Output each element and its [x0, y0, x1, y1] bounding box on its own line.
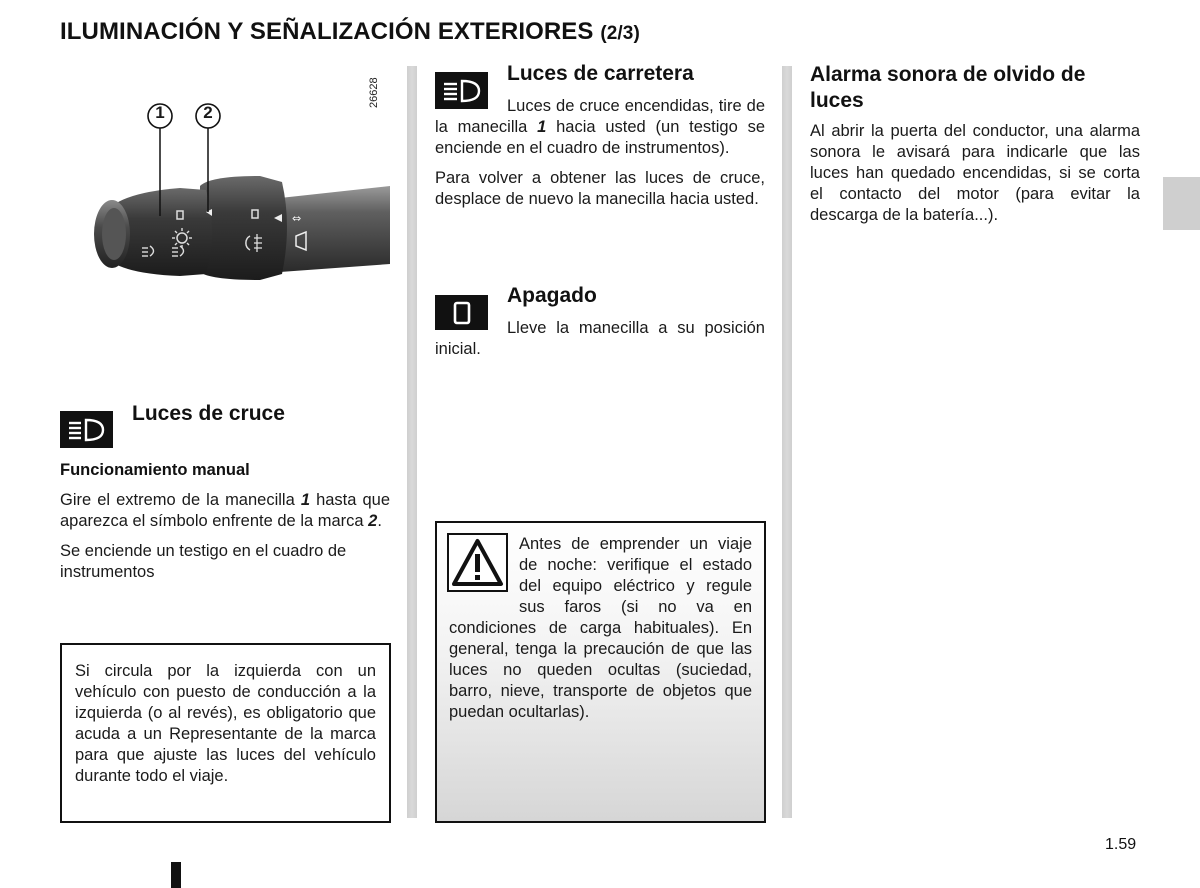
page-number: 1.59 — [1105, 836, 1137, 853]
bottom-marker — [171, 862, 181, 888]
warning-text-content: Antes de emprender un viaje de noche: verifique el estado del equipo eléctrico y regule sus faros (si no va en condiciones de carga habituales). En general, tenga la precaución de que las luces no queden ocultas (suciedad, barro, nieve, transporte de objetos que puedan ocultarlas). — [449, 535, 752, 721]
high-beam-paragraph-1: Luces de cruce encendidas, tire de la manecilla 1 hacia usted (un testigo se enciende en el cuadro de instrumentos). — [435, 97, 765, 157]
off-text — [435, 318, 765, 369]
manual-operation-subheading: Funcionamiento manual — [60, 461, 250, 479]
column-divider-right — [782, 66, 792, 818]
page-title — [60, 18, 640, 46]
svg-text:⇔: ⇔ — [292, 212, 302, 225]
off-paragraph-1: Lleve la manecilla a su posición inicial. — [435, 319, 765, 358]
low-beam-text — [60, 490, 390, 592]
alarm-text — [810, 121, 1140, 235]
off-heading: Apagado — [507, 284, 597, 307]
warning-text — [449, 534, 752, 723]
callout-2: 2 — [203, 103, 213, 122]
low-beam-paragraph-2: Se enciende un testigo en el cuadro de instrumentos — [60, 542, 347, 581]
figure-ref-text: 26628 — [368, 77, 380, 108]
column-divider-left — [407, 66, 417, 818]
low-beam-heading: Luces de cruce — [132, 402, 285, 425]
low-beam-paragraph-1: Gire el extremo de la manecilla 1 hasta que aparezca el símbolo enfrente de la marca 2. — [60, 491, 391, 530]
low-beam-symbol — [67, 417, 107, 443]
low-beam-icon — [60, 411, 113, 448]
high-beam-heading: Luces de carretera — [507, 62, 694, 85]
figure-reference-number — [368, 77, 380, 108]
driving-side-note-text: Si circula por la izquierda con un vehículo con puesto de conducción a la izquierda (o al revés), es obligatorio que acuda a un Representante de la marca para que ajuste las luces del vehículo durante todo el viaje. — [75, 662, 376, 785]
driving-side-note-box — [60, 643, 391, 823]
high-beam-paragraph-2: Para volver a obtener las luces de cruce, desplace de nuevo la manecilla hacia usted. — [435, 169, 765, 208]
light-stalk-illustration — [60, 66, 390, 362]
callout-1: 1 — [155, 103, 165, 122]
night-driving-warning-box — [435, 521, 766, 823]
page-part-indicator: (2/3) — [600, 23, 640, 44]
section-side-tab — [1163, 177, 1200, 230]
high-beam-text — [435, 96, 765, 219]
alarm-paragraph-1: Al abrir la puerta del conductor, una alarma sonora le avisará para indicarle que las luces han quedado encendidas, si se corta el contacto del motor (para evitar la descarga de la batería...). — [810, 122, 1140, 224]
alarm-heading: Alarma sonora de olvido de luces — [810, 63, 1086, 112]
page-title-text: ILUMINACIÓN Y SEÑALIZACIÓN EXTERIORES — [60, 18, 594, 45]
